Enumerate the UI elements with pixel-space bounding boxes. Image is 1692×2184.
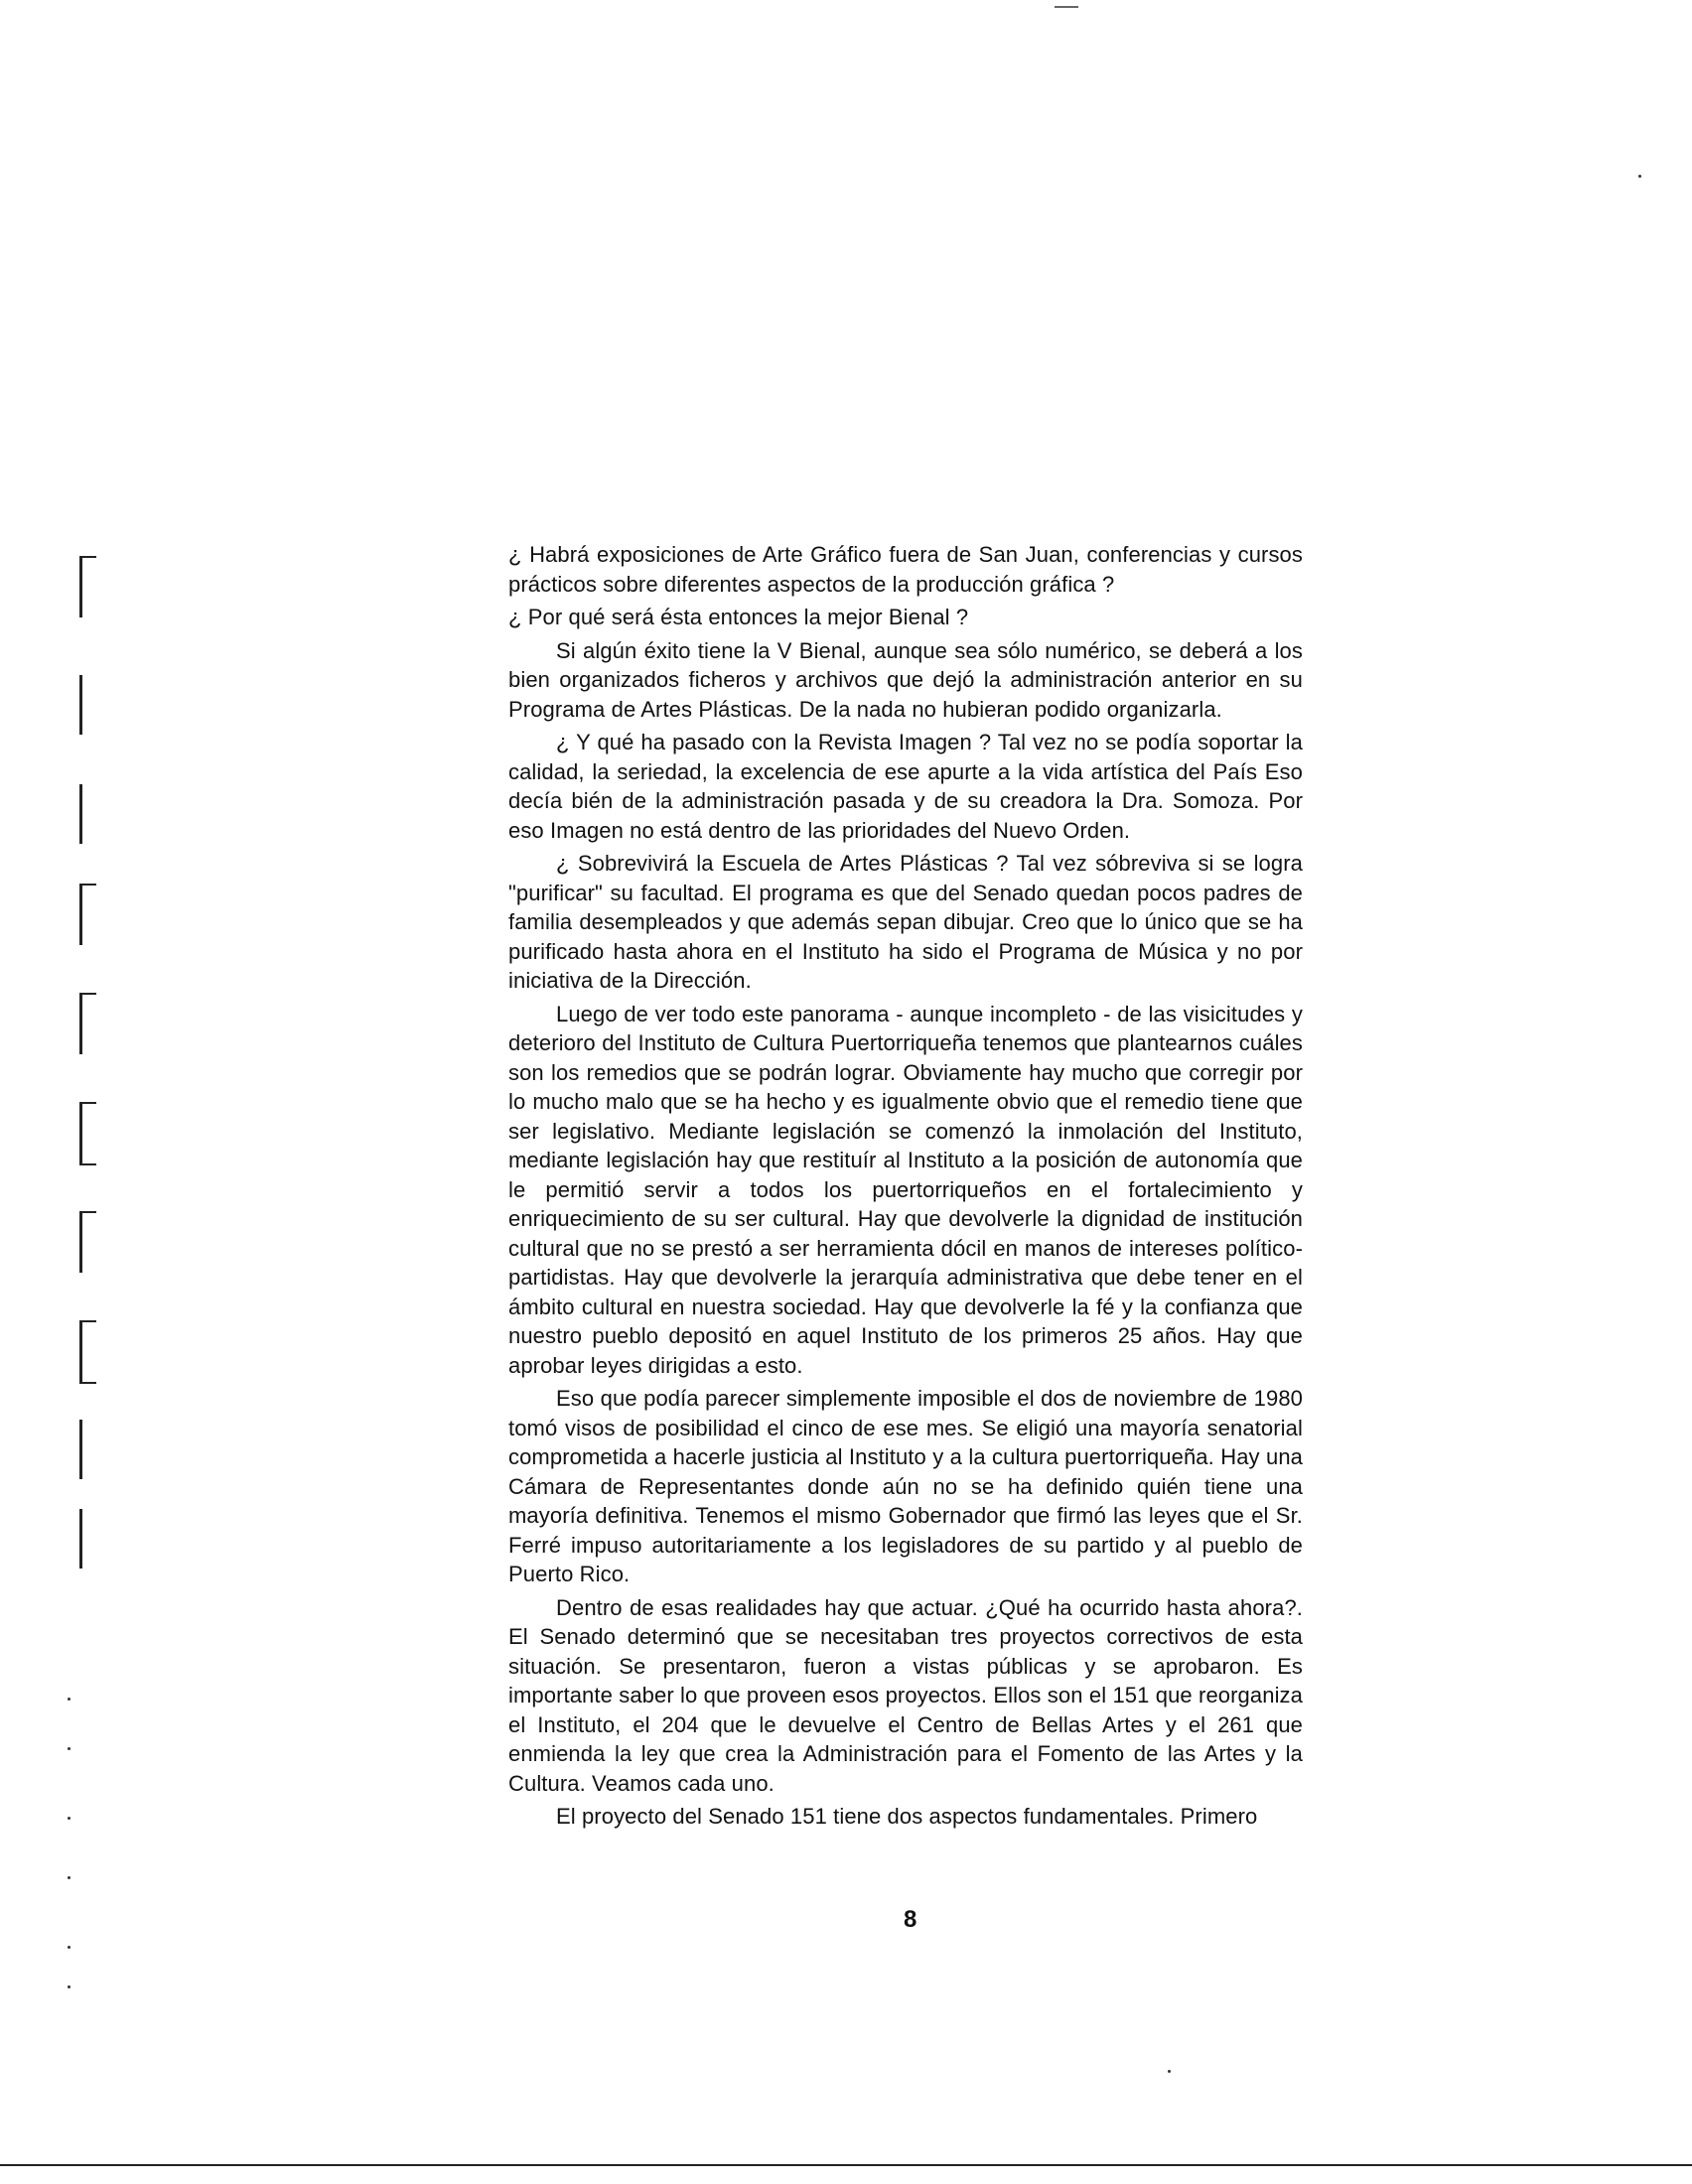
scan-mark xyxy=(1055,6,1078,8)
margin-bracket xyxy=(79,884,96,945)
page-number: 8 xyxy=(904,1906,917,1933)
margin-bracket xyxy=(79,993,96,1054)
margin-dot xyxy=(68,1876,70,1879)
margin-bracket xyxy=(79,1211,96,1273)
scan-speck xyxy=(1638,175,1641,178)
margin-bracket xyxy=(79,556,96,617)
margin-bracket xyxy=(79,784,96,844)
margin-bracket xyxy=(79,1102,96,1165)
margin-dot xyxy=(68,1985,70,1988)
document-body xyxy=(508,540,1303,1836)
binding-margin-marks xyxy=(50,556,109,2025)
bottom-rule xyxy=(0,2164,1692,2166)
margin-bracket xyxy=(79,1509,96,1569)
paragraph: Si algún éxito tiene la V Bienal, aunque sea sólo numérico, se deberá a los bien organizados ficheros y archivos que dejó la administración anterior en su Programa de Artes Plásticas. De la nada no hubieran podido organizarla. xyxy=(508,637,1303,722)
margin-dot xyxy=(68,1946,70,1949)
margin-dot xyxy=(68,1747,70,1750)
margin-bracket xyxy=(79,1320,96,1384)
margin-bracket xyxy=(79,1420,96,1479)
scan-speck xyxy=(1168,2070,1171,2073)
paragraph: ¿ Por qué será ésta entonces la mejor Bienal ? xyxy=(508,605,969,629)
paragraph: Luego de ver todo este panorama - aunque incompleto - de las visicitudes y deterioro del Instituto de Cultura Puertorriqueña tenemos que plantearnos cuáles son los remedios que se podrán lograr. Obviamente hay mucho que corregir por lo mucho malo que se ha hecho y es igualmente obvio que el remedio tiene que ser legislativo. Mediante legislación se comenzó la inmolación del Instituto, mediante legislación hay que restituír al Instituto a la posición de autonomía que le permitió servir a todos los puertorriqueños en el fortalecimiento y enriquecimiento de su ser cultural. Hay que devolverle la dignidad de institución cultural que no se prestó a ser herramienta dócil en manos de intereses político-partidistas. Hay que devolverle la jerarquía administrativa que debe tener en el ámbito cultural en nuestra sociedad. Hay que devolverle la fé y la confianza que nuestro pueblo depositó en aquel Instituto de los primeros 25 años. Hay que aprobar leyes dirigidas a esto. xyxy=(508,1001,1303,1378)
paragraph: ¿ Habrá exposiciones de Arte Gráfico fuera de San Juan, conferencias y cursos prácticos sobre diferentes aspectos de la producción gráfica ? xyxy=(508,542,1303,597)
margin-bracket xyxy=(79,675,96,735)
paragraph: ¿ Y qué ha pasado con la Revista Imagen ? Tal vez no se podía soportar la calidad, la seriedad, la excelencia de ese apurte a la vida artística del País Eso decía bién de la administración pasada y de su creadora la Dra. Somoza. Por eso Imagen no está dentro de las prioridades del Nuevo Orden. xyxy=(508,730,1303,843)
paragraph: ¿ Sobrevivirá la Escuela de Artes Plásticas ? Tal vez sóbreviva si se logra "purificar" su facultad. El programa es que del Senado quedan pocos padres de familia desempleados y que además sepan dibujar. Creo que lo único que se ha purificado hasta ahora en el Instituto ha sido el Programa de Música y no por iniciativa de la Dirección. xyxy=(508,851,1303,993)
margin-dot xyxy=(68,1817,70,1820)
margin-dot xyxy=(68,1698,70,1701)
paragraph: Dentro de esas realidades hay que actuar. ¿Qué ha ocurrido hasta ahora?. El Senado determinó que se necesitaban tres proyectos correctivos de esta situación. Se presentaron, fueron a vistas públicas y se aprobaron. Es importante saber lo que proveen esos proyectos. Ellos son el 151 que reorganiza el Instituto, el 204 que le devuelve el Centro de Bellas Artes y el 261 que enmienda la ley que crea la Administración para el Fomento de las Artes y la Cultura. Veamos cada uno. xyxy=(508,1594,1303,1796)
paragraph: Eso que podía parecer simplemente imposible el dos de noviembre de 1980 tomó visos de posibilidad el cinco de ese mes. Se eligió una mayoría senatorial comprometida a hacerle justicia al Instituto y a la cultura puertorriqueña. Hay una Cámara de Representantes donde aún no se ha definido quién tiene una mayoría definitiva. Tenemos el mismo Gobernador que firmó las leyes que el Sr. Ferré impuso autoritariamente a los legisladores de su partido y al pueblo de Puerto Rico. xyxy=(508,1386,1303,1586)
paragraph: El proyecto del Senado 151 tiene dos aspectos fundamentales. Primero xyxy=(556,1804,1258,1829)
